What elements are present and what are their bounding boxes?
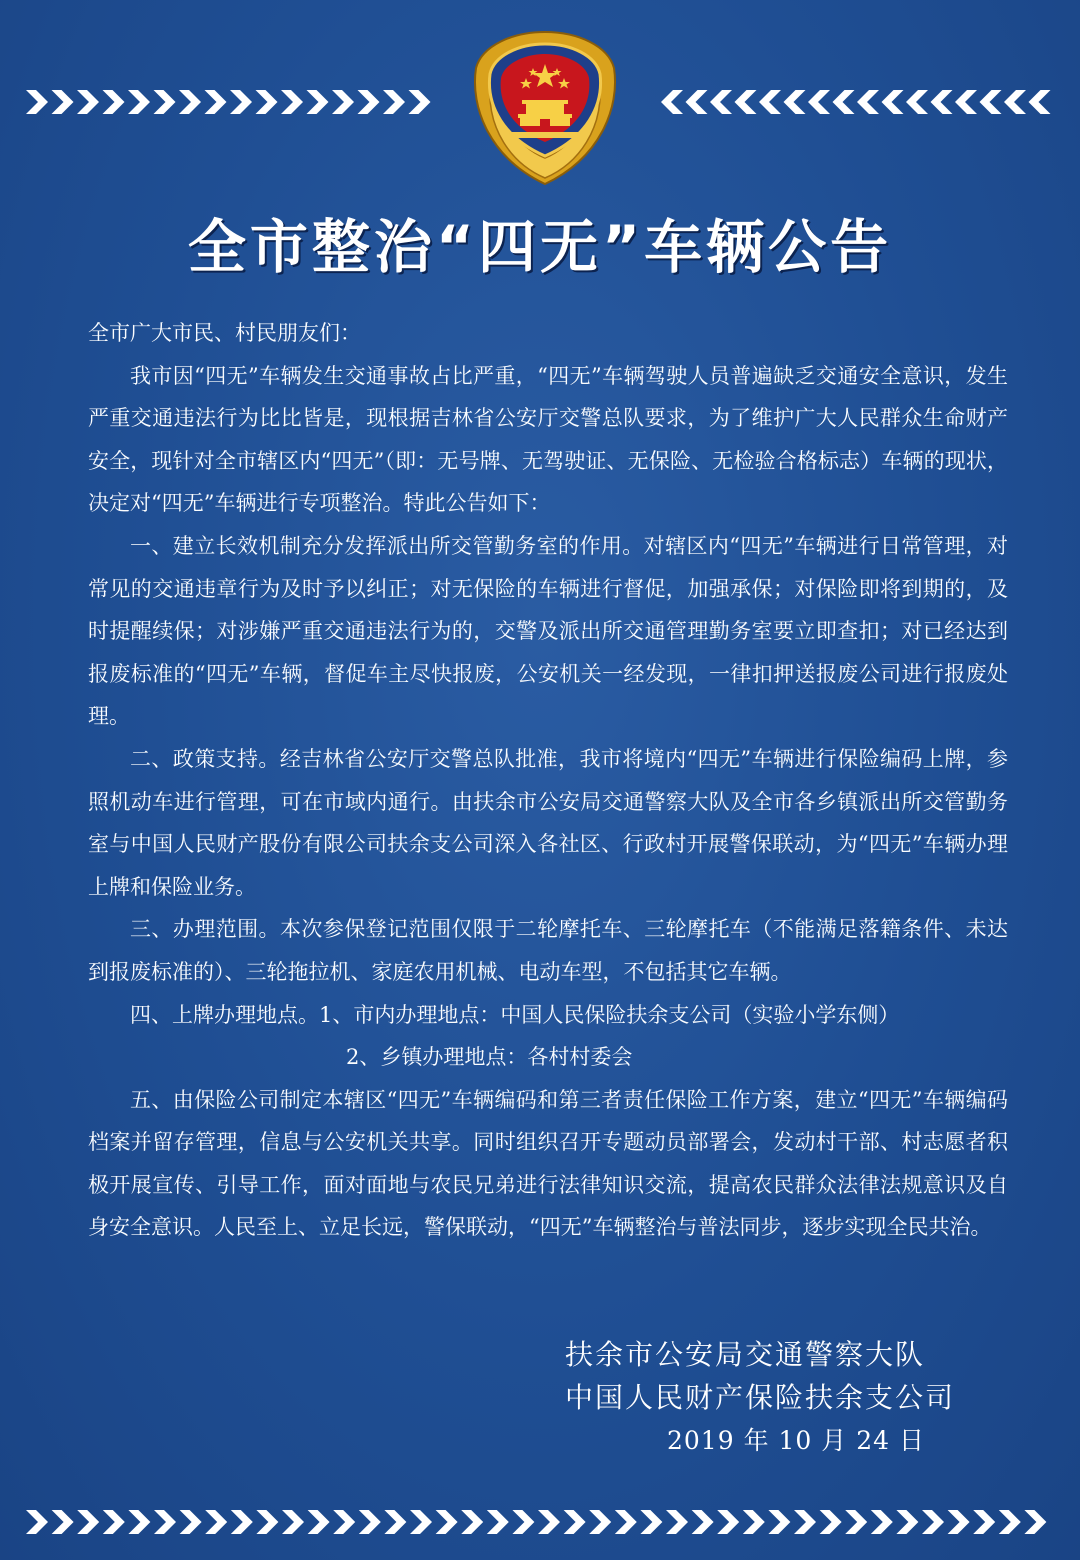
chevron-mark <box>52 1510 74 1534</box>
chevron-mark <box>1004 90 1026 114</box>
chevron-mark <box>205 90 227 114</box>
chevron-mark <box>384 1510 406 1534</box>
chevron-mark <box>77 90 99 114</box>
chevron-mark <box>180 1510 202 1534</box>
chevron-mark <box>845 1510 867 1534</box>
chevron-mark <box>307 90 329 114</box>
paragraph-4-address-1: 四、上牌办理地点。1、市内办理地点：中国人民保险扶余支公司（实验小学东侧） <box>130 1002 900 1027</box>
chevron-band-icon <box>20 88 440 116</box>
chevron-mark <box>436 1510 458 1534</box>
chevron-mark <box>308 1510 330 1534</box>
chevron-mark <box>882 90 904 114</box>
signature-date: 2019 年 10 月 24 日 <box>667 1426 925 1455</box>
page-title: 全市整治“四无”车辆公告 <box>187 213 893 281</box>
chevron-mark <box>759 90 781 114</box>
chevron-mark <box>128 1510 150 1534</box>
chevron-mark <box>768 1510 790 1534</box>
chevron-mark <box>154 90 176 114</box>
chevron-mark <box>26 90 48 114</box>
paragraph-intro: 我市因“四无”车辆发生交通事故占比严重，“四无”车辆驾驶人员普遍缺乏交通安全意识，发生严重交通违法行为比比皆是，现根据吉林省公安厅交警总队要求，为了维护广大人民群众生命财产安全，现针对全市辖区内“四无”（即：无号牌、无驾驶证、无保险、无检验合格标志）车辆的现状，决定对“四无”车辆进行专项整治。特此公告如下： <box>88 363 1008 516</box>
chevron-mark <box>128 90 150 114</box>
chevron-mark <box>833 90 855 114</box>
chevron-mark <box>359 1510 381 1534</box>
chevron-mark <box>282 1510 304 1534</box>
chevron-mark <box>640 1510 662 1534</box>
chevron-band-bottom <box>20 1508 1060 1536</box>
chevron-mark <box>857 90 879 114</box>
chevron-band-icon <box>655 88 1065 116</box>
chevron-mark <box>784 90 806 114</box>
chevron-mark <box>980 90 1002 114</box>
chevron-mark <box>383 90 405 114</box>
chevron-band-icon <box>20 1508 1060 1536</box>
signature-org-1: 扶余市公安局交通警察大队 <box>565 1338 926 1371</box>
chevron-mark <box>358 90 380 114</box>
chevron-mark <box>77 1510 99 1534</box>
chevron-band-top-right <box>655 88 1065 116</box>
chevron-mark <box>231 1510 253 1534</box>
chevron-mark <box>512 1510 534 1534</box>
paragraph-4-address-2: 2、乡镇办理地点：各村村委会 <box>346 1045 633 1070</box>
signature-block <box>565 1333 1005 1462</box>
paragraph-3: 三、办理范围。本次参保登记范围仅限于二轮摩托车、三轮摩托车（不能满足落籍条件、未达到报废标准的）、三轮拖拉机、家庭农用机械、电动车型，不包括其它车辆。 <box>88 917 1008 984</box>
chevron-mark <box>948 1510 970 1534</box>
police-emblem-icon <box>470 28 620 188</box>
chevron-mark <box>410 1510 432 1534</box>
chevron-mark <box>955 90 977 114</box>
chevron-mark <box>717 1510 739 1534</box>
signature-org-2: 中国人民财产保险扶余支公司 <box>565 1381 956 1414</box>
chevron-mark <box>256 90 278 114</box>
chevron-mark <box>743 1510 765 1534</box>
chevron-mark <box>230 90 252 114</box>
chevron-mark <box>896 1510 918 1534</box>
chevron-mark <box>154 1510 176 1534</box>
chevron-mark <box>564 1510 586 1534</box>
chevron-mark <box>52 90 74 114</box>
chevron-mark <box>922 1510 944 1534</box>
paragraph-1: 一、建立长效机制充分发挥派出所交管勤务室的作用。对辖区内“四无”车辆进行日常管理，对常见的交通违章行为及时予以纠正；对无保险的车辆进行督促，加强承保；对保险即将到期的，及时提醒续保；对涉嫌严重交通违法行为的，交警及派出所交通管理勤务室要立即查扣；对已经达到报废标准的“四无”车辆，督促车主尽快报废，公安机关一经发现，一律扣押送报废公司进行报废处理。 <box>88 533 1008 729</box>
chevron-mark <box>871 1510 893 1534</box>
chevron-mark <box>1024 1510 1046 1534</box>
chevron-band-top-left <box>20 88 440 116</box>
paragraph-5: 五、由保险公司制定本辖区“四无”车辆编码和第三者责任保险工作方案，建立“四无”车辆编码档案并留存管理，信息与公安机关共享。同时组织召开专题动员部署会，发动村干部、村志愿者积极开展宣传、引导工作，面对面地与农民兄弟进行法律知识交流，提高农民群众法律法规意识及自身安全意识。人民至上、立足长远，警保联动，“四无”车辆整治与普法同步，逐步实现全民共治。 <box>88 1087 1008 1240</box>
chevron-mark <box>205 1510 227 1534</box>
chevron-mark <box>661 90 683 114</box>
chevron-mark <box>103 1510 125 1534</box>
chevron-mark <box>710 90 732 114</box>
chevron-mark <box>256 1510 278 1534</box>
chevron-mark <box>794 1510 816 1534</box>
chevron-mark <box>615 1510 637 1534</box>
chevron-mark <box>999 1510 1021 1534</box>
chevron-mark <box>906 90 928 114</box>
chevron-mark <box>332 90 354 114</box>
chevron-mark <box>103 90 125 114</box>
chevron-mark <box>1029 90 1051 114</box>
chevron-mark <box>487 1510 509 1534</box>
chevron-mark <box>589 1510 611 1534</box>
chevron-mark <box>281 90 303 114</box>
chevron-mark <box>538 1510 560 1534</box>
chevron-mark <box>692 1510 714 1534</box>
chevron-mark <box>808 90 830 114</box>
chevron-mark <box>179 90 201 114</box>
chevron-mark <box>820 1510 842 1534</box>
chevron-mark <box>686 90 708 114</box>
greeting: 全市广大市民、村民朋友们： <box>88 321 361 345</box>
chevron-mark <box>973 1510 995 1534</box>
chevron-mark <box>666 1510 688 1534</box>
notice-body <box>88 312 1008 1249</box>
chevron-mark <box>931 90 953 114</box>
chevron-mark <box>333 1510 355 1534</box>
chevron-mark <box>409 90 431 114</box>
paragraph-2: 二、政策支持。经吉林省公安厅交警总队批准，我市将境内“四无”车辆进行保险编码上牌，参照机动车进行管理，可在市域内通行。由扶余市公安局交通警察大队及全市各乡镇派出所交管勤务室与中国人民财产股份有限公司扶余支公司深入各社区、行政村开展警保联动，为“四无”车辆办理上牌和保险业务。 <box>88 746 1008 899</box>
chevron-mark <box>735 90 757 114</box>
chevron-mark <box>461 1510 483 1534</box>
chevron-mark <box>26 1510 48 1534</box>
